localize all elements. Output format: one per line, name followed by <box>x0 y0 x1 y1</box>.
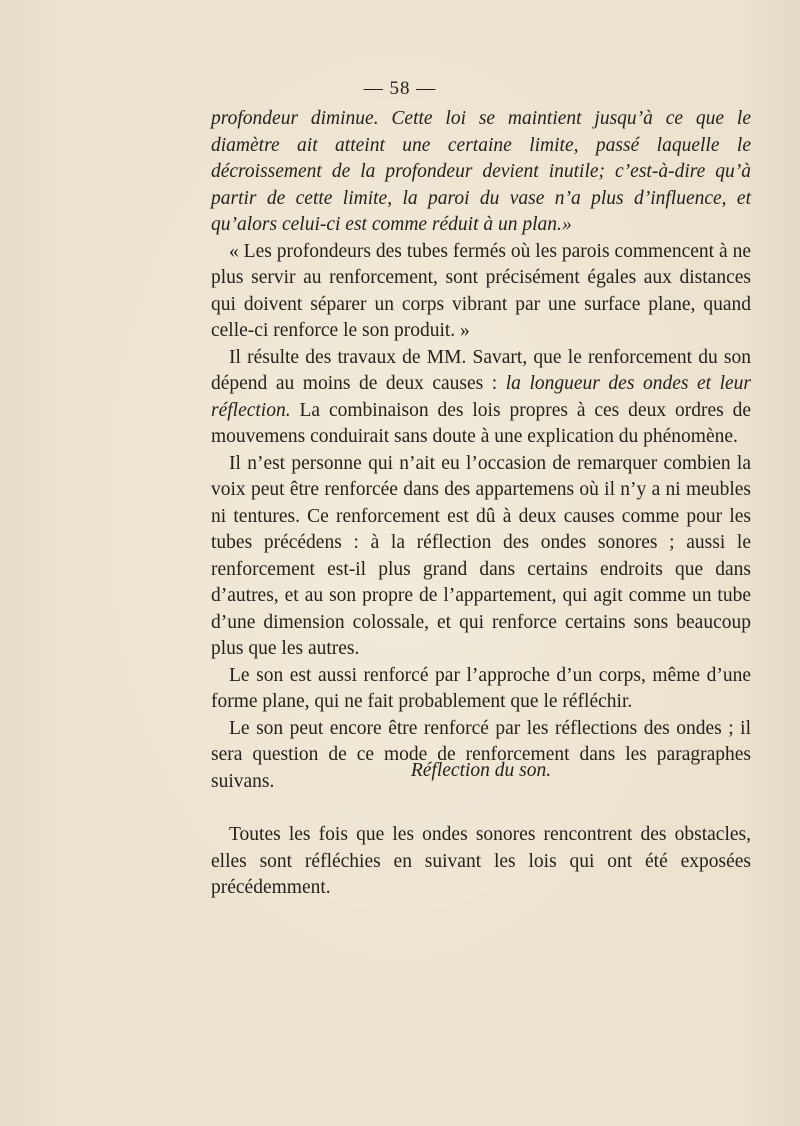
paragraph-quote-continuation <box>211 106 751 239</box>
body-text <box>211 106 751 795</box>
closing-guillemet: » <box>561 214 572 235</box>
text-run: La combinaison des lois propres à ces deux ordres de mouvemens conduirait sans doute à une explication du phénomène. <box>211 399 751 447</box>
text-run: Il résulte des travaux de MM. Savart, que le renforcement du son dépend au moins de deux causes : <box>211 346 751 394</box>
text-run: Toutes les fois que les ondes sonores rencontrent des obstacles, elles sont réfléchies en suivant les lois qui ont été exposées précédemment. <box>211 824 751 898</box>
paragraph-quote-savart <box>211 239 751 345</box>
italic-run: la longueur des ondes et leur réflection. <box>211 373 751 421</box>
paragraph-approach-body <box>211 663 751 716</box>
paragraph-two-causes <box>211 345 751 451</box>
text-run: Il n’est personne qui n’ait eu l’occasion de remarquer combien la voix peut être renforcée dans des appartemens où il n’y a ni meubles ni tentures. Ce renforcement est dû à deux causes comme pour les tubes précédens : à la réflection des ondes sonores ; aussi le renforcement est-il plus grand dans certains endroits que dans d’autres, et au son propre de l’appartement, qui agit comme un tube d’une dimension colossale, et qui renforce certains sons beaucoup plus que les autres. <box>211 452 751 659</box>
italic-run: profondeur diminue. Cette loi se maintient jusqu’à ce que le diamètre ait atteint une certaine limite, passé laquelle le décroissement de la profondeur devient inutile; c’est-à-dire qu’à partir de cette limite, la paroi du vase n’a plus d’influence, et qu’alors celui-ci est comme réduit à un plan. <box>211 108 751 235</box>
section-body-text <box>211 822 751 902</box>
text-run: « Les profondeurs des tubes fermés où les parois commencent à ne plus servir au renforcement, sont précisément égales aux distances qui doivent séparer un corps vibrant par une surface plane, quand celle-ci renforce le son produit. » <box>211 240 751 341</box>
paragraph-reflections <box>211 716 751 796</box>
page-number: — 58 — <box>363 78 437 99</box>
text-run: Le son peut encore être renforcé par les réflections des ondes ; il sera question de ce mode de renforcement dans les paragraphes suivans. <box>211 717 751 792</box>
paragraph-obstacles <box>211 822 751 902</box>
section-heading: Réflection du son. <box>410 760 552 781</box>
text-run: Le son est aussi renforcé par l’approche d’un corps, même d’une forme plane, qui ne fait probablement que le réfléchir. <box>211 664 751 712</box>
paragraph-voice-rooms <box>211 451 751 663</box>
